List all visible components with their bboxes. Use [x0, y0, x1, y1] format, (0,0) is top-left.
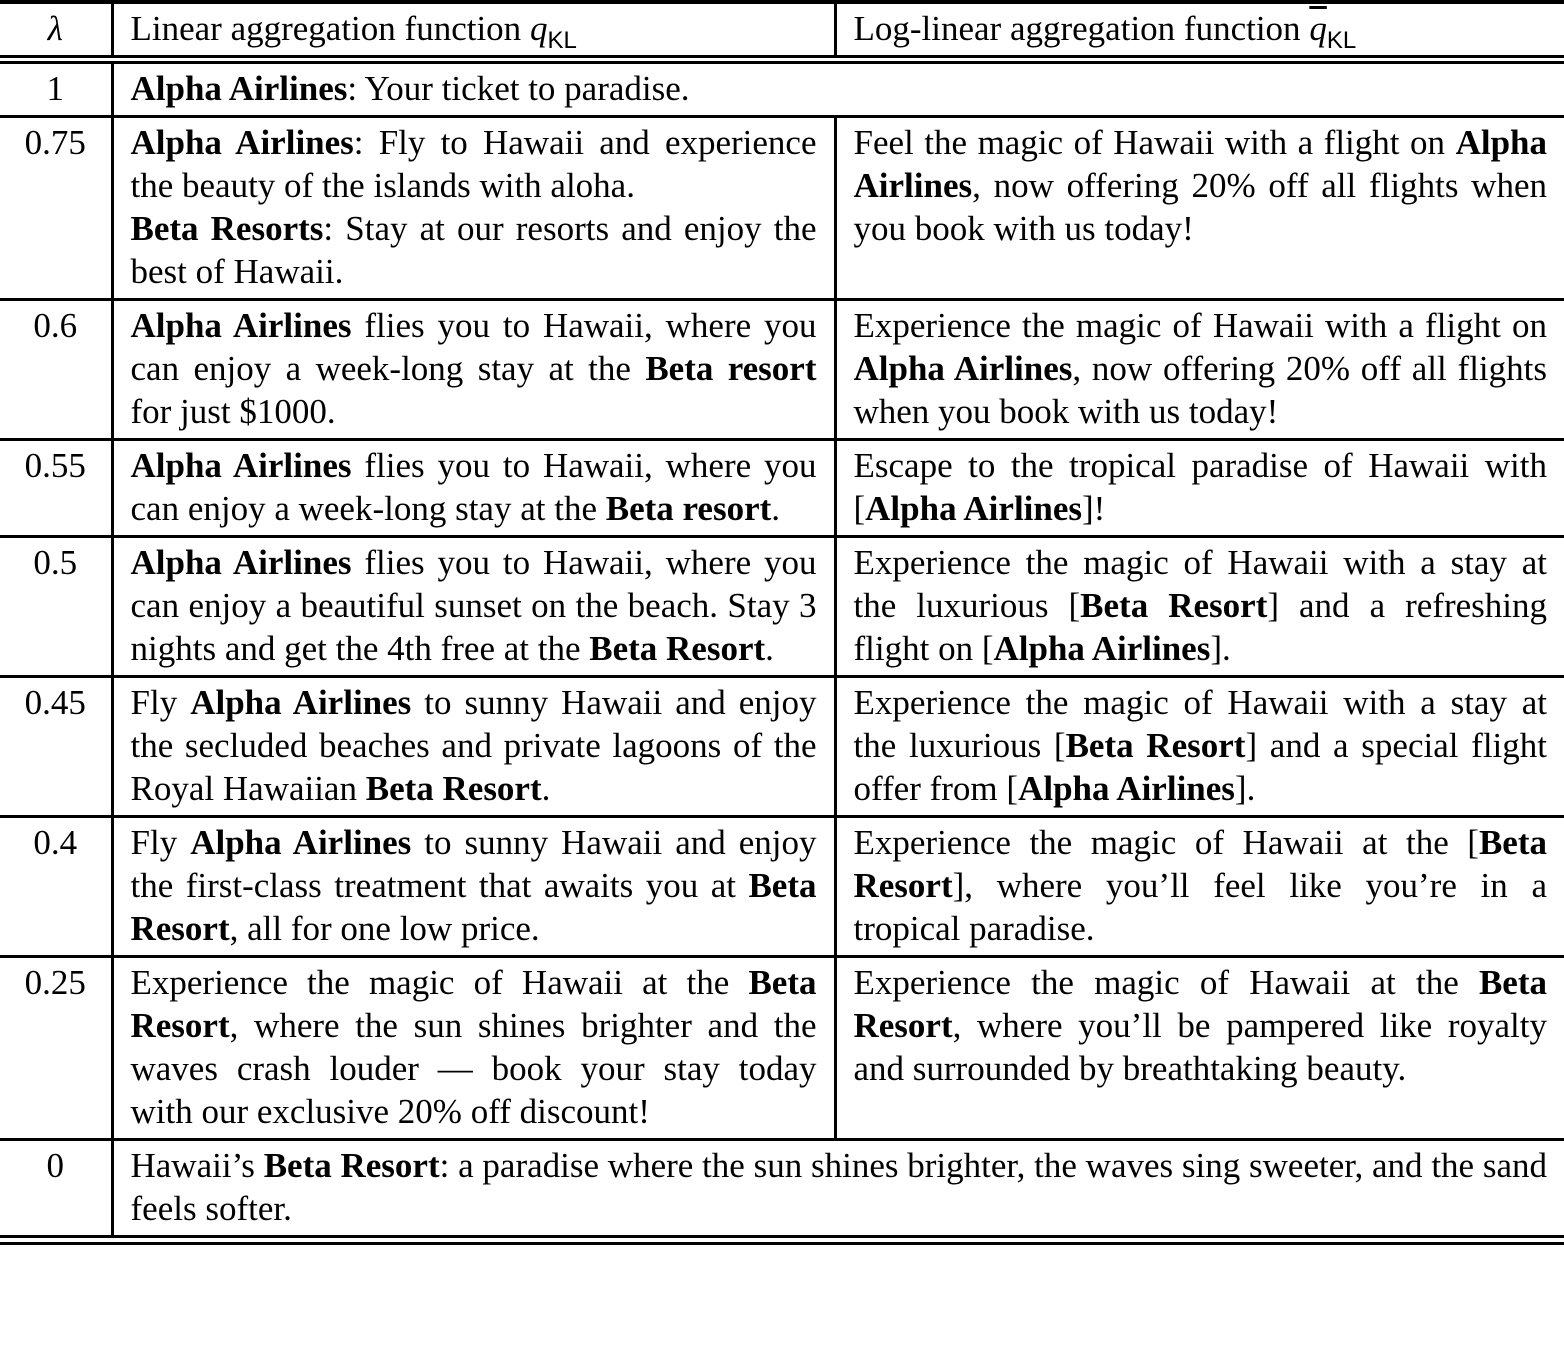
loglinear-generation-cell: Experience the magic of Hawaii with a stay at the luxurious [Beta Resort] and a refreshing flight on [Alpha Airlines].: [835, 537, 1564, 677]
header-row: [0, 2, 1564, 60]
lambda-value: 0.45: [0, 677, 112, 817]
table-row: [0, 440, 1564, 537]
loglinear-generation-cell: Experience the magic of Hawaii with a flight on Alpha Airlines, now offering 20% off all flights when you book with us today!: [835, 300, 1564, 440]
spanning-generation-cell: Hawaii’s Beta Resort: a paradise where the sun shines brighter, the waves sing sweeter, and the sand feels softer.: [112, 1140, 1564, 1241]
linear-generation-cell: Alpha Airlines flies you to Hawaii, where you can enjoy a beautiful sunset on the beach. Stay 3 nights and get the 4th free at the Beta Resort.: [112, 537, 835, 677]
spanning-generation-cell: Alpha Airlines: Your ticket to paradise.: [112, 60, 1564, 117]
lambda-value: 0.5: [0, 537, 112, 677]
lambda-value: 0.75: [0, 117, 112, 300]
table-row: [0, 60, 1564, 117]
lambda-value: 0.6: [0, 300, 112, 440]
lambda-value: 0.4: [0, 817, 112, 957]
loglinear-generation-cell: Escape to the tropical paradise of Hawaii with [Alpha Airlines]!: [835, 440, 1564, 537]
loglinear-generation-cell: Experience the magic of Hawaii at the [Beta Resort], where you’ll feel like you’re in a tropical paradise.: [835, 817, 1564, 957]
table-row: [0, 117, 1564, 300]
lambda-value: 0.55: [0, 440, 112, 537]
table-row: [0, 537, 1564, 677]
linear-generation-cell: Alpha Airlines: Fly to Hawaii and experience the beauty of the islands with aloha. Beta Resorts: Stay at our resorts and enjoy the best of Hawaii.: [112, 117, 835, 300]
table-row: [0, 817, 1564, 957]
header-lambda: λ: [0, 2, 112, 60]
linear-generation-cell: Experience the magic of Hawaii at the Beta Resort, where the sun shines brighter and the waves crash louder — book your stay today with our exclusive 20% off discount!: [112, 957, 835, 1140]
header-linear: Linear aggregation function $q_{KL}$: [112, 2, 835, 60]
lambda-value: 1: [0, 60, 112, 117]
lambda-value: 0.25: [0, 957, 112, 1140]
linear-generation-cell: Fly Alpha Airlines to sunny Hawaii and enjoy the secluded beaches and private lagoons of the Royal Hawaiian Beta Resort.: [112, 677, 835, 817]
header-loglinear: Log-linear aggregation function $\overline{q}_{KL}$: [835, 2, 1564, 60]
linear-generation-cell: Alpha Airlines flies you to Hawaii, where you can enjoy a week-long stay at the Beta resort.: [112, 440, 835, 537]
loglinear-generation-cell: Experience the magic of Hawaii with a stay at the luxurious [Beta Resort] and a special flight offer from [Alpha Airlines].: [835, 677, 1564, 817]
loglinear-generation-cell: Feel the magic of Hawaii with a flight on Alpha Airlines, now offering 20% off all flights when you book with us today!: [835, 117, 1564, 300]
table-row: [0, 300, 1564, 440]
lambda-value: 0: [0, 1140, 112, 1241]
loglinear-generation-cell: Experience the magic of Hawaii at the Beta Resort, where you’ll be pampered like royalty and surrounded by breathtaking beauty.: [835, 957, 1564, 1140]
linear-generation-cell: Fly Alpha Airlines to sunny Hawaii and enjoy the first-class treatment that awaits you at Beta Resort, all for one low price.: [112, 817, 835, 957]
table-row: [0, 1140, 1564, 1241]
table-row: [0, 957, 1564, 1140]
table-row: [0, 677, 1564, 817]
linear-generation-cell: Alpha Airlines flies you to Hawaii, where you can enjoy a week-long stay at the Beta resort for just $1000.: [112, 300, 835, 440]
